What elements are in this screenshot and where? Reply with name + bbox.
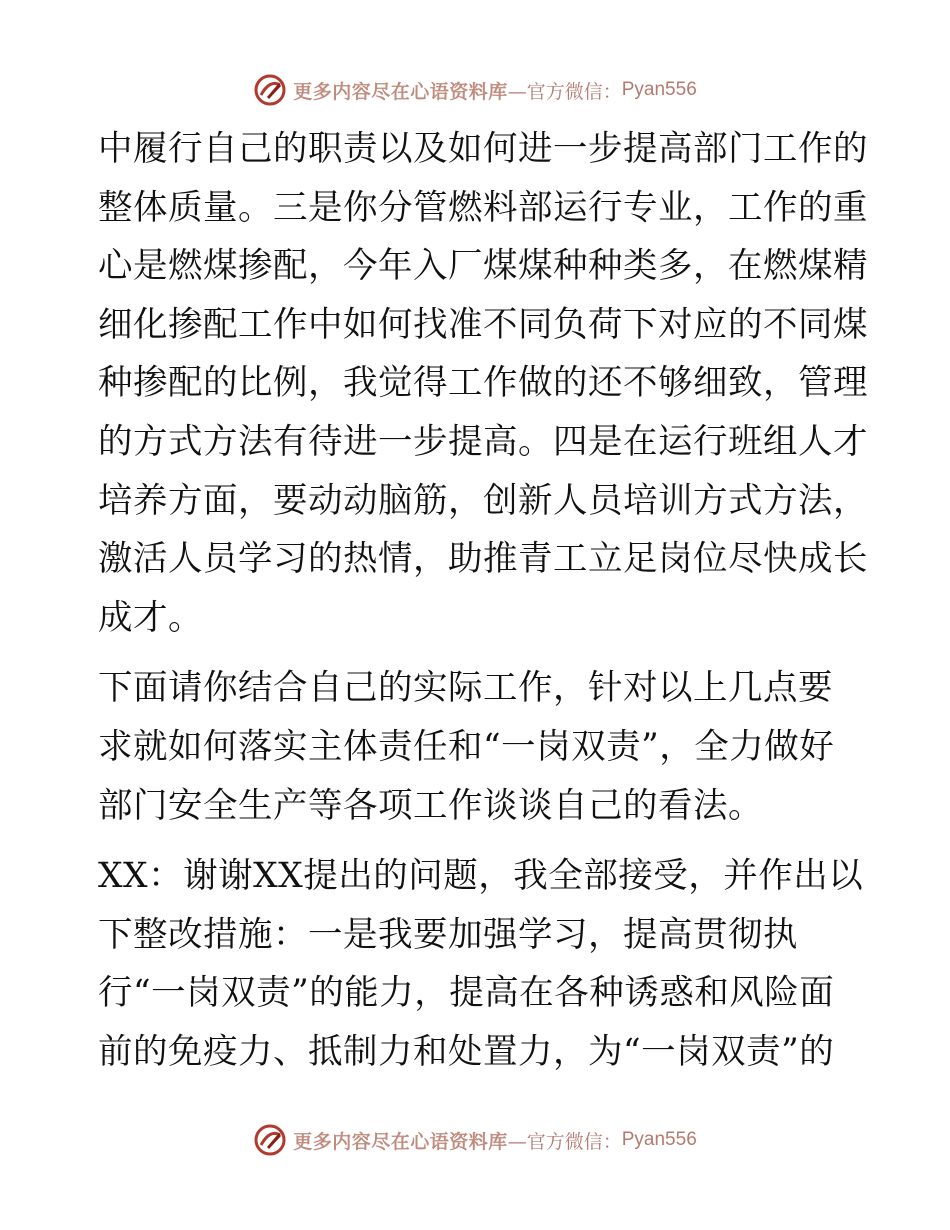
text-line: 前的免疫力、抵制力和处置力，为“一岗双责”的 <box>98 1031 835 1072</box>
text-line: 中履行自己的职责以及如何进一步提高部门工作的 <box>98 129 868 169</box>
banner-wechat-id: Pyan556 <box>621 1129 697 1150</box>
text-line: 心是燃煤掺配，今年入厂煤煤种种类多，在燃煤精 <box>98 246 868 287</box>
text-line: 种掺配的比例，我觉得工作做的还不够细致，管理 <box>98 363 868 404</box>
logo-icon <box>253 73 287 107</box>
document-body <box>98 120 868 1082</box>
text-line: 部门安全生产等各项工作谈谈自己的看法。 <box>98 785 763 826</box>
text-line: 的方式方法有待进一步提高。四是在运行班组人才 <box>98 421 868 462</box>
banner-sub-text: —官方微信： <box>507 80 622 103</box>
logo-icon <box>253 1123 287 1157</box>
banner-main-text: 更多内容尽在心语资料库 <box>293 80 508 103</box>
banner-sub-text: —官方微信： <box>507 1130 622 1153</box>
text-line: 成才。 <box>98 597 203 638</box>
text-line: XX：谢谢XX提出的问题，我全部接受，并作出以 <box>98 856 864 897</box>
text-line: 下面请你结合自己的实际工作，针对以上几点要 <box>98 668 833 709</box>
text-line: 行“一岗双责”的能力，提高在各种诱惑和风险面 <box>98 973 835 1014</box>
text-line: 培养方面，要动动脑筋，创新人员培训方式方法， <box>98 480 868 521</box>
footer-banner <box>0 1120 950 1160</box>
text-line: 求就如何落实主体责任和“一岗双责”，全力做好 <box>98 726 835 767</box>
header-banner <box>0 70 950 110</box>
banner-main-text: 更多内容尽在心语资料库 <box>293 1130 508 1153</box>
text-line: 整体质量。三是你分管燃料部运行专业，工作的重 <box>98 187 868 228</box>
paragraph-1 <box>98 120 868 647</box>
paragraph-2 <box>98 659 858 835</box>
text-line: 激活人员学习的热情，助推青工立足岗位尽快成长 <box>98 539 868 580</box>
paragraph-3 <box>98 847 864 1081</box>
banner-wechat-id: Pyan556 <box>621 79 697 100</box>
text-line: 细化掺配工作中如何找准不同负荷下对应的不同煤 <box>98 304 868 345</box>
text-line: 下整改措施：一是我要加强学习，提高贯彻执 <box>98 914 798 955</box>
